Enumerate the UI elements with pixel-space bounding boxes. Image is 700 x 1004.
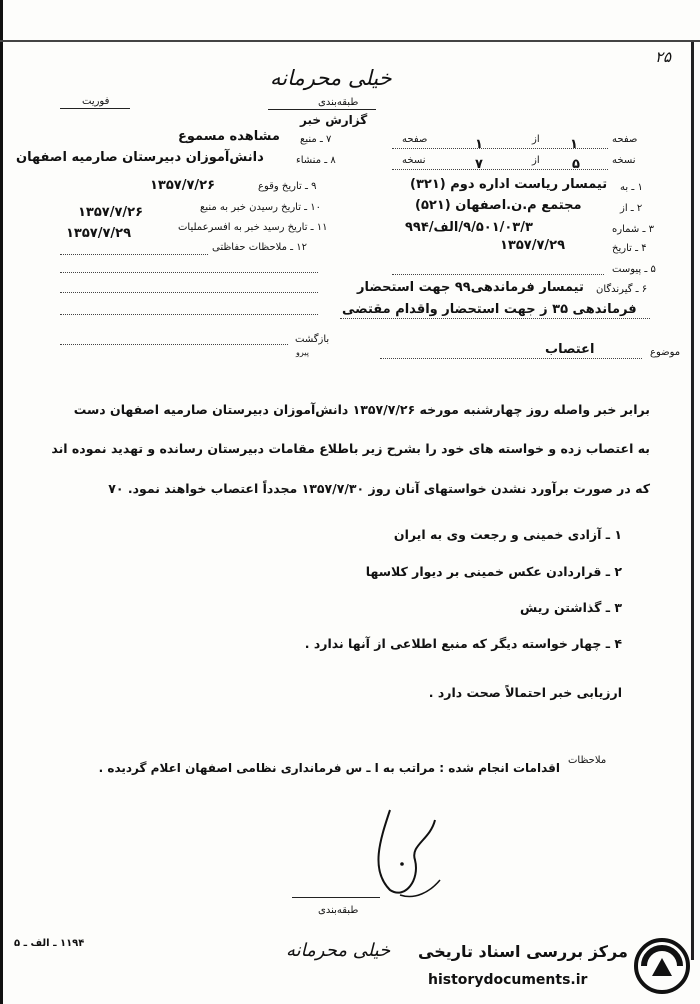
to-label: ۱ ـ به [620,182,643,193]
attachment-label: ۵ ـ پیوست [612,264,656,275]
page-number: ۲۵ [655,48,672,66]
priority-label: فوریت [82,96,110,107]
body-line-1: برابر خبر واصله روز چهارشنبه مورخه ۱۳۵۷/۷/۲۶ دانش‌آموزان دبیرستان صارمیه اصفهان دست [73,402,650,417]
document-code: ۱۱۹۴ ـ الف ـ ۵ [14,938,85,949]
assessment: ارزیابی خبر احتمالاً صحت دارد . [428,685,622,700]
date-label: ۴ ـ تاریخ [612,243,647,254]
watermark-logo-icon [632,936,692,996]
origin-label: ۸ ـ منشاء [296,155,336,166]
source-label: ۷ ـ منبع [300,134,332,145]
origin-value: دانش‌آموزان دبیرستان صارمیه اصفهان [16,150,264,165]
occur-value: ۱۳۵۷/۷/۲۶ [150,178,216,193]
copy-value: ۵ [572,157,580,172]
page-of: از [532,134,540,145]
footer-classification: خیلی محرمانه [286,940,391,961]
received-label: ۱۰ ـ تاریخ رسیدن خبر به منبع [200,202,322,213]
received-value: ۱۳۵۷/۷/۲۶ [78,205,144,220]
remarks-value: اقدامات انجام شده : مراتب به ا ـ س فرمانداری نظامی اصفهان اعلام گردیده . [98,761,560,775]
occur-label: ۹ ـ تاریخ وقوع [258,181,317,192]
page-label: صفحه [612,134,638,145]
bottom-classification-label: طبقه‌بندی [318,905,359,916]
scan-edge-top [0,40,700,42]
subject-label: موضوع [650,347,681,358]
classification-label: طبقه‌بندی [318,97,359,108]
date-value: ۱۳۵۷/۷/۲۹ [500,238,566,253]
demand-4: ۴ ـ چهار خواسته دیگر که منبع اطلاعی از آنها ندارد . [304,636,622,651]
remarks-label: ملاحظات [568,755,607,766]
return-label: بازگشت [295,334,330,345]
recipients-line-1: تیمسار فرماندهی۹۹ جهت استحضار [357,280,584,295]
page-total: ۱ [475,137,483,152]
ops-label: ۱۱ ـ تاریخ رسید خبر به افسرعملیات [178,222,328,233]
watermark-url: historydocuments.ir [428,972,588,988]
body-line-2: به اعتصاب زده و خواسته های خود را بشرح زیر باطلاع مقامات دبیرستان رسانده و تهدید نموده اند [51,441,650,456]
copy-of: از [532,155,540,166]
demand-3: ۳ ـ گذاشتن ریش [520,600,622,615]
watermark-band [400,930,700,1004]
body-line-3: که در صورت برآورد نشدن خواستهای آنان روز ۱۳۵۷/۷/۳۰ مجدداً اعتصاب خواهند نمود. ۷۰ [108,481,650,496]
from-value: مجتمع م.ن.اصفهان (۵۲۱) [415,198,582,213]
from-label: ۲ ـ از [620,203,643,214]
number-value: ۹/۵۰۱/۰۳/۳/الف/۹۹۴ [405,220,533,235]
page-value: ۱ [570,137,578,152]
scan-edge-right [691,40,694,960]
notes-label: ۱۲ ـ ملاحظات حفاظتی [212,242,307,253]
page-word: صفحه [402,134,428,145]
demand-1: ۱ ـ آزادی خمینی و رجعت وی به ایران [393,527,622,542]
ops-value: ۱۳۵۷/۷/۲۹ [66,226,132,241]
watermark-title: مرکز بررسی اسناد تاریخی [418,942,628,961]
demand-2: ۲ ـ قراردادن عکس خمینی بر دیوار کلاسها [365,564,622,579]
source-value: مشاهده مسموع [178,129,280,144]
report-title: گزارش خبر [300,113,368,127]
number-label: ۳ ـ شماره [612,224,654,235]
to-value: تیمسار ریاست اداره دوم (۳۲۱) [410,177,608,192]
recipients-line-2: فرماندهی ۳۵ ز جهت استحضار واقدام مقتضی [342,302,637,317]
copy-word: نسخه [402,155,426,166]
classification-header: خیلی محرمانه [270,66,392,90]
copy-label: نسخه [612,155,636,166]
copy-total: ۷ [475,157,483,172]
return-sub-label: پیرو [296,348,309,357]
scan-edge-left [0,0,3,1004]
recipients-label: ۶ ـ گیرندگان [596,284,648,295]
subject-value: اعتصاب [545,342,595,357]
signature-mark [360,800,450,910]
